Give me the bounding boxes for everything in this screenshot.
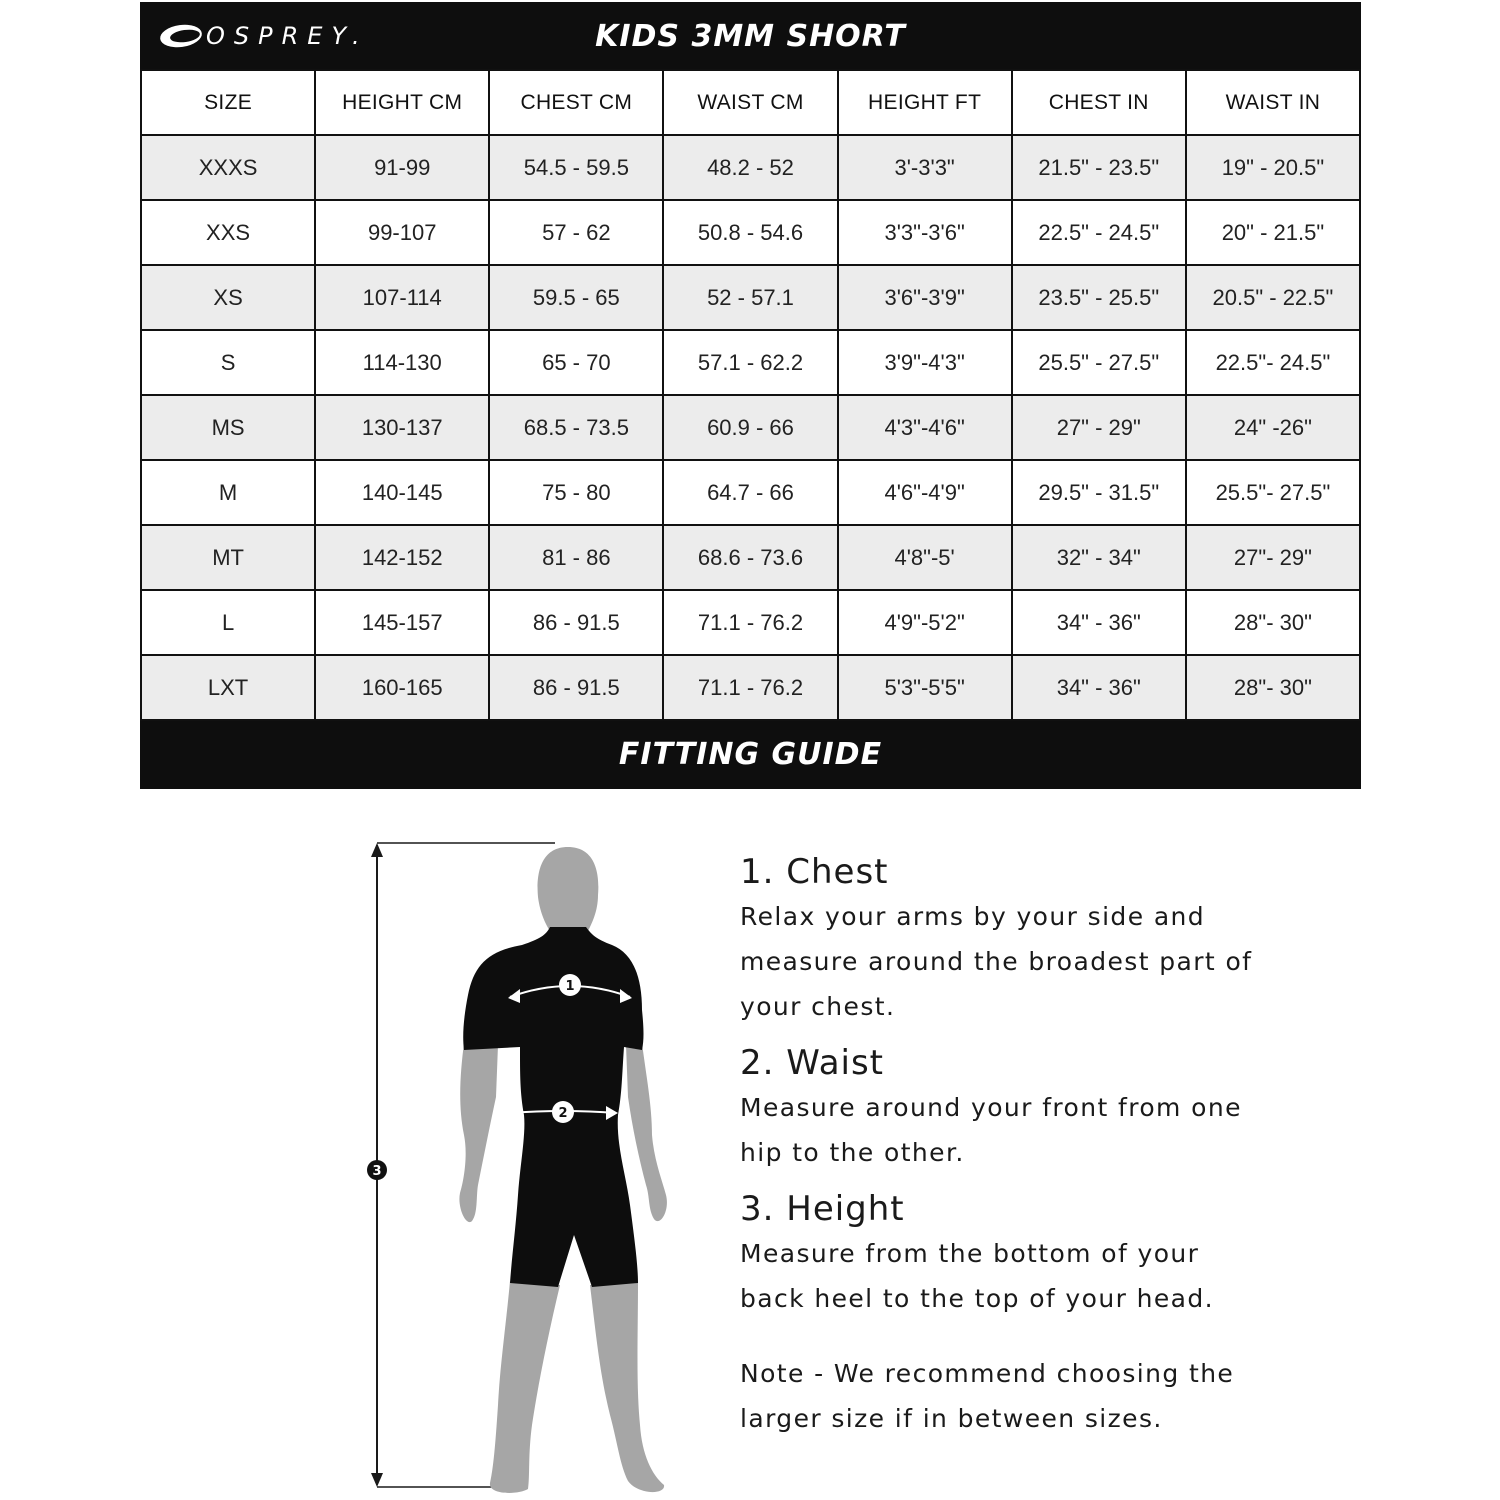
table-cell: 68.5 - 73.5: [489, 395, 663, 460]
table-cell: 3'9"-4'3": [838, 330, 1012, 395]
table-cell: M: [141, 460, 315, 525]
table-cell: 3'3"-3'6": [838, 200, 1012, 265]
table-row: [141, 135, 1360, 200]
table-cell: XS: [141, 265, 315, 330]
table-cell: 140-145: [315, 460, 489, 525]
table-cell: 4'3"-4'6": [838, 395, 1012, 460]
table-cell: L: [141, 590, 315, 655]
table-cell: 65 - 70: [489, 330, 663, 395]
column-header: HEIGHT FT: [838, 70, 1012, 135]
table-cell: 3'-3'3": [838, 135, 1012, 200]
chest-heading: 1. Chest: [740, 852, 889, 892]
table-cell: LXT: [141, 655, 315, 720]
chest-instruction: Relax your arms by your side and measure around the broadest part of your chest.: [740, 902, 1253, 1021]
column-header: SIZE: [141, 70, 315, 135]
table-cell: 25.5"- 27.5": [1186, 460, 1360, 525]
table-cell: 34" - 36": [1012, 655, 1186, 720]
size-table: [140, 69, 1361, 721]
table-cell: 57 - 62: [489, 200, 663, 265]
table-cell: 25.5" - 27.5": [1012, 330, 1186, 395]
table-cell: S: [141, 330, 315, 395]
body-figure: [360, 835, 690, 1495]
fitting-instructions: [740, 850, 1260, 1453]
table-cell: 19" - 20.5": [1186, 135, 1360, 200]
table-cell: 50.8 - 54.6: [663, 200, 837, 265]
table-cell: 5'3"-5'5": [838, 655, 1012, 720]
table-cell: 57.1 - 62.2: [663, 330, 837, 395]
table-cell: 59.5 - 65: [489, 265, 663, 330]
svg-text:3: 3: [372, 1164, 382, 1179]
svg-text:1: 1: [565, 979, 575, 994]
table-cell: 71.1 - 76.2: [663, 655, 837, 720]
table-cell: 22.5" - 24.5": [1012, 200, 1186, 265]
table-cell: 28"- 30": [1186, 590, 1360, 655]
table-cell: 114-130: [315, 330, 489, 395]
table-row: [141, 265, 1360, 330]
table-cell: 64.7 - 66: [663, 460, 837, 525]
fitting-guide-bar: FITTING GUIDE: [140, 721, 1361, 789]
column-header: CHEST IN: [1012, 70, 1186, 135]
waist-heading: 2. Waist: [740, 1043, 885, 1083]
table-cell: 32" - 34": [1012, 525, 1186, 590]
table-cell: 48.2 - 52: [663, 135, 837, 200]
table-cell: 107-114: [315, 265, 489, 330]
table-row: [141, 590, 1360, 655]
table-row: [141, 395, 1360, 460]
chart-title: KIDS 3MM SHORT: [595, 19, 906, 54]
table-cell: 52 - 57.1: [663, 265, 837, 330]
table-cell: XXXS: [141, 135, 315, 200]
wetsuit-figure-illustration: [360, 835, 690, 1495]
table-cell: 4'8"-5': [838, 525, 1012, 590]
table-cell: 60.9 - 66: [663, 395, 837, 460]
table-cell: 54.5 - 59.5: [489, 135, 663, 200]
waist-instruction: Measure around your front from one hip to the other.: [740, 1093, 1242, 1167]
table-cell: 24" -26": [1186, 395, 1360, 460]
table-cell: 91-99: [315, 135, 489, 200]
table-cell: 34" - 36": [1012, 590, 1186, 655]
table-cell: 23.5" - 25.5": [1012, 265, 1186, 330]
table-header-row: [141, 70, 1360, 135]
table-cell: 86 - 91.5: [489, 655, 663, 720]
table-cell: 27"- 29": [1186, 525, 1360, 590]
table-cell: 130-137: [315, 395, 489, 460]
column-header: CHEST CM: [489, 70, 663, 135]
table-cell: 86 - 91.5: [489, 590, 663, 655]
table-cell: MT: [141, 525, 315, 590]
column-header: HEIGHT CM: [315, 70, 489, 135]
table-cell: 71.1 - 76.2: [663, 590, 837, 655]
table-row: [141, 200, 1360, 265]
table-cell: 99-107: [315, 200, 489, 265]
column-header: WAIST CM: [663, 70, 837, 135]
table-row: [141, 655, 1360, 720]
height-instruction: Measure from the bottom of your back heel to the top of your head.: [740, 1239, 1214, 1313]
sizing-note: Note - We recommend choosing the larger size if in between sizes.: [740, 1359, 1235, 1433]
table-cell: 22.5"- 24.5": [1186, 330, 1360, 395]
table-cell: 20.5" - 22.5": [1186, 265, 1360, 330]
table-cell: 4'9"-5'2": [838, 590, 1012, 655]
table-row: [141, 525, 1360, 590]
table-cell: 160-165: [315, 655, 489, 720]
logo-text: OSPREY.: [206, 22, 369, 50]
table-cell: 27" - 29": [1012, 395, 1186, 460]
table-cell: 81 - 86: [489, 525, 663, 590]
table-row: [141, 460, 1360, 525]
table-cell: 145-157: [315, 590, 489, 655]
table-cell: 29.5" - 31.5": [1012, 460, 1186, 525]
column-header: WAIST IN: [1186, 70, 1360, 135]
table-cell: XXS: [141, 200, 315, 265]
table-cell: 28"- 30": [1186, 655, 1360, 720]
table-row: [141, 330, 1360, 395]
table-body: [141, 135, 1360, 720]
table-cell: 75 - 80: [489, 460, 663, 525]
size-chart: [140, 2, 1361, 789]
table-cell: 142-152: [315, 525, 489, 590]
table-cell: 21.5" - 23.5": [1012, 135, 1186, 200]
table-cell: 4'6"-4'9": [838, 460, 1012, 525]
svg-text:2: 2: [558, 1106, 568, 1121]
table-cell: MS: [141, 395, 315, 460]
table-cell: 3'6"-3'9": [838, 265, 1012, 330]
chart-header-bar: [140, 2, 1361, 69]
height-heading: 3. Height: [740, 1189, 905, 1229]
table-cell: 68.6 - 73.6: [663, 525, 837, 590]
table-cell: 20" - 21.5": [1186, 200, 1360, 265]
